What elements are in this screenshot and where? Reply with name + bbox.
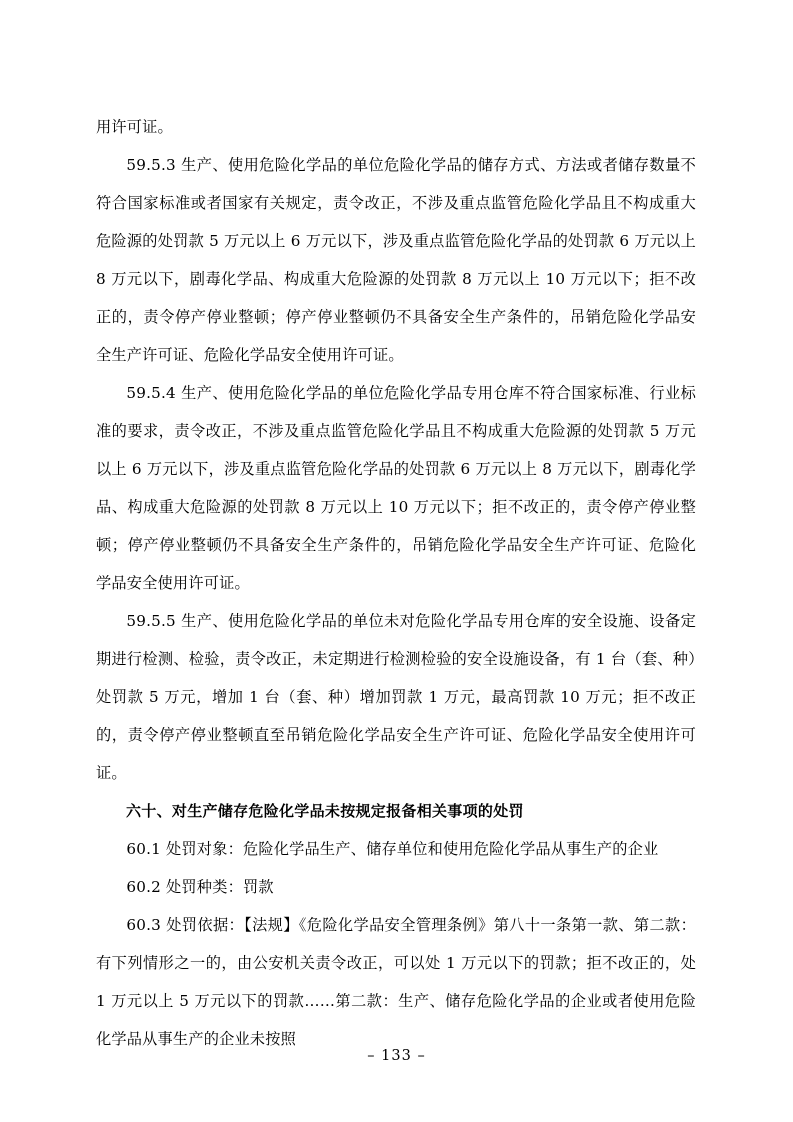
- paragraph-59-5-5: 59.5.5 生产、使用危险化学品的单位未对危险化学品专用仓库的安全设施、设备定期进行检测、检验，责令改正，未定期进行检测检验的安全设施设备，有 1 台（套、种）处罚款 5 万元，增加 1 台（套、种）增加罚款 1 万元，最高罚款 10 万元；拒不改正的，责令停产停业整顿直至吊销危险化学品安全生产许可证、危险化学品安全使用许可证。: [96, 612, 696, 782]
- page-number: – 133 –: [367, 1048, 426, 1064]
- paragraph-60-2: 60.2 处罚种类：罚款: [126, 878, 274, 896]
- section-heading-60: 六十、对生产储存危险化学品未按规定报备相关事项的处罚: [126, 802, 524, 820]
- paragraph-59-5-3: 59.5.3 生产、使用危险化学品的单位危险化学品的储存方式、方法或者储存数量不符合国家标准或者国家有关规定，责令改正，不涉及重点监管危险化学品且不构成重大危险源的处罚款 5 万元以上 6 万元以下，涉及重点监管危险化学品的处罚款 6 万元以上 8 万元以下，剧毒化学品、构成重大危险源的处罚款 8 万元以上 10 万元以下；拒不改正的，责令停产停业整顿；停产停业整顿仍不具备安全生产条件的，吊销危险化学品安全生产许可证、危险化学品安全使用许可证。: [96, 156, 696, 364]
- paragraph-59-5-4: 59.5.4 生产、使用危险化学品的单位危险化学品专用仓库不符合国家标准、行业标准的要求，责令改正，不涉及重点监管危险化学品且不构成重大危险源的处罚款 5 万元以上 6 万元以下，涉及重点监管危险化学品的处罚款 6 万元以上 8 万元以下，剧毒化学品、构成重大危险源的处罚款 8 万元以上 10 万元以下；拒不改正的，责令停产停业整顿；停产停业整顿仍不具备安全生产条件的，吊销危险化学品安全生产许可证、危险化学品安全使用许可证。: [96, 384, 696, 592]
- paragraph-60-3: 60.3 处罚依据：【法规】《危险化学品安全管理条例》第八十一条第一款、第二款：有下列情形之一的，由公安机关责令改正，可以处 1 万元以下的罚款；拒不改正的，处 1 万元以上 5 万元以下的罚款……第二款：生产、储存危险化学品的企业或者使用危险化学品从事生产的企业未按照: [96, 916, 696, 1048]
- paragraph-60-1: 60.1 处罚对象：危险化学品生产、储存单位和使用危险化学品从事生产的企业: [126, 840, 659, 858]
- page-content: [96, 108, 696, 1058]
- paragraph-continued: 用许可证。: [96, 118, 173, 136]
